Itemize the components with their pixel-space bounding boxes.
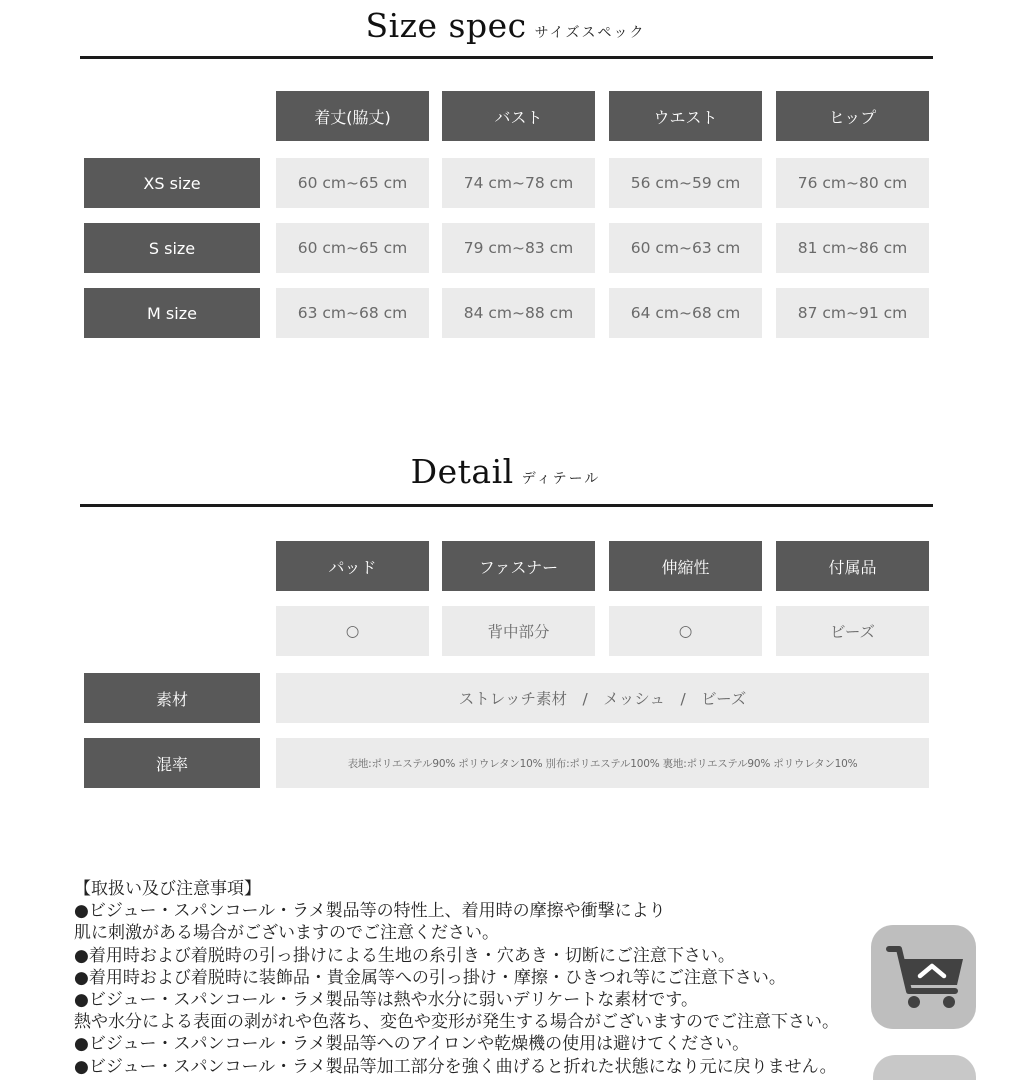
- detail-col-stretch: 伸縮性: [609, 541, 762, 591]
- size-spec-divider: [80, 56, 933, 59]
- cart-icon: [871, 925, 976, 1029]
- care-note-line: ●着用時および着脱時に装飾品・貴金属等への引っ掛け・摩擦・ひきつれ等にご注意下さい。: [74, 967, 786, 988]
- detail-heading: Detail: [410, 452, 514, 491]
- cart-button[interactable]: [871, 925, 976, 1029]
- detail-title: [0, 452, 1011, 491]
- material-value: ストレッチ素材 / メッシュ / ビーズ: [276, 673, 929, 723]
- size-spec-title: [0, 6, 1011, 45]
- size-m-bust: 84 cm~88 cm: [442, 288, 595, 338]
- floating-button-secondary[interactable]: [873, 1055, 976, 1080]
- care-note-line: 熱や水分による表面の剥がれや色落ち、変色や変形が発生する場合がございますのでご注意下さい。: [74, 1012, 839, 1033]
- size-col-length: 着丈(脇丈): [276, 91, 429, 141]
- detail-subheading: ディテール: [521, 471, 601, 487]
- size-s-bust: 79 cm~83 cm: [442, 223, 595, 273]
- care-note-line: ●ビジュー・スパンコール・ラメ製品等の特性上、着用時の摩擦や衝撃により: [74, 901, 666, 922]
- size-m-length: 63 cm~68 cm: [276, 288, 429, 338]
- detail-zipper-value: 背中部分: [442, 606, 595, 656]
- care-notes: [74, 878, 944, 1078]
- detail-stretch-value: ○: [609, 606, 762, 656]
- size-col-hip: ヒップ: [776, 91, 929, 141]
- size-xs-length: 60 cm~65 cm: [276, 158, 429, 208]
- size-s-waist: 60 cm~63 cm: [609, 223, 762, 273]
- size-col-waist: ウエスト: [609, 91, 762, 141]
- size-m-hip: 87 cm~91 cm: [776, 288, 929, 338]
- size-s-hip: 81 cm~86 cm: [776, 223, 929, 273]
- detail-col-pad: パッド: [276, 541, 429, 591]
- material-label: 素材: [84, 673, 260, 723]
- size-row-m-label: M size: [84, 288, 260, 338]
- size-xs-bust: 74 cm~78 cm: [442, 158, 595, 208]
- care-note-line: ●ビジュー・スパンコール・ラメ製品等加工部分を強く曲げると折れた状態になり元に戻りません。: [74, 1056, 837, 1077]
- size-spec-heading: Size spec: [365, 6, 527, 45]
- care-note-line: ●ビジュー・スパンコール・ラメ製品等は熱や水分に弱いデリケートな素材です。: [74, 990, 698, 1011]
- size-row-s-label: S size: [84, 223, 260, 273]
- detail-col-zipper: ファスナー: [442, 541, 595, 591]
- size-row-xs-label: XS size: [84, 158, 260, 208]
- detail-pad-value: ○: [276, 606, 429, 656]
- size-spec-subheading: サイズスペック: [534, 25, 646, 41]
- composition-label: 混率: [84, 738, 260, 788]
- size-xs-waist: 56 cm~59 cm: [609, 158, 762, 208]
- detail-divider: [80, 504, 933, 507]
- care-note-line: ●ビジュー・スパンコール・ラメ製品等へのアイロンや乾燥機の使用は避けてください。: [74, 1034, 750, 1055]
- size-s-length: 60 cm~65 cm: [276, 223, 429, 273]
- size-xs-hip: 76 cm~80 cm: [776, 158, 929, 208]
- care-note-line: 肌に刺激がある場合がございますのでご注意ください。: [74, 923, 499, 944]
- care-note-heading: 【取扱い及び注意事項】: [74, 879, 261, 899]
- composition-value: 表地:ポリエステル90% ポリウレタン10% 別布:ポリエステル100% 裏地:ポリエステル90% ポリウレタン10%: [276, 738, 929, 788]
- size-m-waist: 64 cm~68 cm: [609, 288, 762, 338]
- size-col-bust: バスト: [442, 91, 595, 141]
- detail-accessories-value: ビーズ: [776, 606, 929, 656]
- care-note-line: ●着用時および着脱時の引っ掛けによる生地の糸引き・穴あき・切断にご注意下さい。: [74, 945, 735, 966]
- detail-col-accessories: 付属品: [776, 541, 929, 591]
